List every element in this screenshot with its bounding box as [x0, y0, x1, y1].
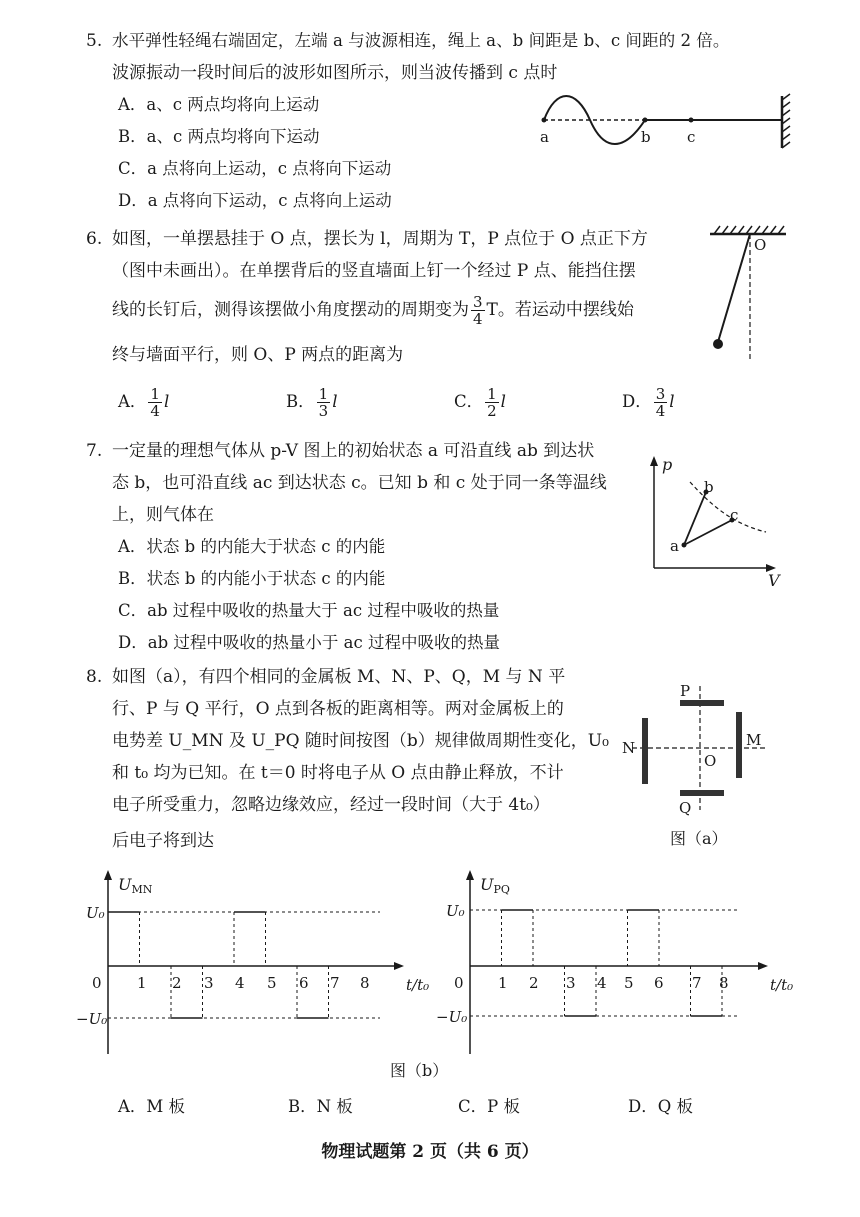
plate-q: [680, 790, 724, 796]
q8-g2-zero: 0: [454, 974, 464, 992]
q6-stem-line1: 如图，一单摆悬挂于 O 点，摆长为 l，周期为 T，P 点位于 O 点正下方: [112, 229, 648, 249]
q6-stem-line4: 终与墙面平行，则 O、P 两点的距离为: [112, 345, 404, 365]
q8-g1-zero: 0: [92, 974, 102, 992]
q8-g1-tick-8: 8: [360, 974, 370, 992]
q8-stem-line2: 行、P 与 Q 平行，O 点到各板的距离相等。两对金属板上的: [112, 699, 564, 719]
q8-g1-tick-4: 4: [235, 974, 245, 992]
q8-g2-tick-5: 5: [624, 974, 634, 992]
q5-option-c: C．a 点将向上运动，c 点将向下运动: [118, 159, 392, 178]
q8-g1-u0: U₀: [86, 904, 105, 922]
q8-label-n: N: [622, 739, 636, 757]
q8-graph-umn: [76, 864, 450, 1064]
q8-g2-ticks: [498, 974, 729, 992]
q8-g1-xlabel: t/t₀: [406, 976, 430, 994]
q6-option-b: B． $\frac{1}{3}$ l: [286, 385, 338, 420]
q8-option-b: B．N 板: [288, 1097, 353, 1116]
q6-line3-post: T。若运动中摆线始: [486, 300, 634, 320]
q5-stem-line1: 水平弹性轻绳右端固定，左端 a 与波源相连，绳上 a、b 间距是 b、c 间距的 2 倍。: [112, 31, 730, 50]
q8-g1-ylabel: UMN: [118, 875, 153, 896]
q6-option-d: D． $\frac{3}{4}$ l: [622, 385, 675, 420]
plate-m: [736, 712, 742, 778]
q5-label-c: c: [687, 128, 696, 146]
q8-stem-line6: 后电子将到达: [112, 831, 214, 851]
q7-label-a: a: [670, 537, 679, 555]
q6-stem-line2: （图中未画出）。在单摆背后的竖直墙面上钉一个经过 P 点、能挡住摆: [112, 261, 636, 281]
plate-n: [642, 718, 648, 784]
q8-stem-line1: 如图（a），有四个相同的金属板 M、N、P、Q，M 与 N 平: [112, 667, 566, 687]
q6-stem-line3: [112, 294, 634, 327]
q7-stem-line1: 一定量的理想气体从 p-V 图上的初始状态 a 可沿直线 ab 到达状: [112, 441, 595, 461]
q6-fraction-den: 4: [473, 310, 483, 328]
q8-g2-tick-2: 2: [529, 974, 539, 992]
q5-number: 5.: [86, 31, 103, 51]
q8-g2-tick-8: 8: [719, 974, 729, 992]
q6-fraction-num: 3: [473, 293, 483, 311]
q6-pendulum-figure: [700, 222, 800, 362]
q7-label-b: b: [704, 478, 714, 496]
q8-label-q: Q: [679, 799, 692, 817]
q7-label-v: V: [768, 571, 780, 590]
q8-g1-neg-u0: −U₀: [76, 1010, 108, 1028]
q8-figure-b-caption: 图（b）: [390, 1061, 449, 1080]
q7-pv-diagram: [640, 452, 780, 592]
q8-g1-tick-1: 1: [137, 974, 147, 992]
q5-option-a: A．a、c 两点均将向上运动: [118, 95, 320, 114]
q8-label-o: O: [704, 752, 717, 770]
q8-g2-tick-6: 6: [654, 974, 664, 992]
q8-g1-tick-6: 6: [299, 974, 309, 992]
q8-graph-upq: [436, 864, 810, 1064]
q5-label-b: b: [641, 128, 651, 146]
q8-g2-xlabel: t/t₀: [770, 976, 794, 994]
q8-figure-a-caption: 图（a）: [670, 829, 728, 848]
q8-stem-line3: 电势差 U_MN 及 U_PQ 随时间按图（b）规律做周期性变化，U₀: [112, 731, 609, 751]
q8-g2-tick-7: 7: [692, 974, 702, 992]
q7-label-c: c: [730, 506, 739, 524]
q7-stem-line2: 态 b，也可沿直线 ac 到达状态 c。已知 b 和 c 处于同一条等温线: [112, 473, 607, 493]
q8-label-m: M: [746, 731, 762, 749]
q6-label-o: O: [754, 236, 767, 254]
q6-number: 6.: [86, 229, 103, 249]
page-footer: 物理试题第 2 页（共 6 页）: [321, 1142, 539, 1162]
q8-g2-neg-u0: −U₀: [436, 1008, 468, 1026]
q7-option-c: C．ab 过程中吸收的热量大于 ac 过程中吸收的热量: [118, 601, 500, 620]
q7-option-a: A．状态 b 的内能大于状态 c 的内能: [118, 537, 386, 556]
q6-fraction: [471, 294, 485, 327]
q5-label-a: a: [540, 128, 549, 146]
q8-figure-a: [620, 680, 780, 820]
q6-line3-pre: 线的长钉后，测得该摆做小角度摆动的周期变为: [112, 300, 469, 320]
q8-g2-u0: U₀: [446, 902, 465, 920]
q5-stem-line2: 波源振动一段时间后的波形如图所示，则当波传播到 c 点时: [112, 63, 558, 83]
q8-g2-tick-4: 4: [597, 974, 607, 992]
q8-option-c: C．P 板: [458, 1097, 520, 1116]
q8-option-d: D．Q 板: [628, 1097, 694, 1116]
q6-option-c: C． $\frac{1}{2}$ l: [454, 385, 506, 420]
q8-stem-line5: 电子所受重力，忽略边缘效应，经过一段时间（大于 4t₀）: [112, 795, 550, 815]
q8-g2-tick-1: 1: [498, 974, 508, 992]
q7-number: 7.: [86, 441, 103, 461]
q8-option-a: A．M 板: [118, 1097, 186, 1116]
q8-g1-tick-5: 5: [267, 974, 277, 992]
q8-g1-ticks: [137, 974, 370, 992]
q8-number: 8.: [86, 667, 103, 687]
q8-g1-tick-3: 3: [204, 974, 214, 992]
q8-g1-tick-2: 2: [172, 974, 182, 992]
q8-label-p: P: [680, 682, 691, 700]
q8-g2-tick-3: 3: [566, 974, 576, 992]
q5-wave-figure: [530, 90, 800, 160]
q7-option-b: B．状态 b 的内能小于状态 c 的内能: [118, 569, 386, 588]
q5-option-b: B．a、c 两点均将向下运动: [118, 127, 320, 146]
q8-g2-ylabel: UPQ: [480, 875, 510, 896]
q6-option-a: A． $\frac{1}{4}$ l: [118, 385, 170, 420]
q7-label-p: p: [662, 455, 673, 474]
q8-stem-line4: 和 t₀ 均为已知。在 t＝0 时将电子从 O 点由静止释放，不计: [112, 763, 564, 783]
q7-option-d: D．ab 过程中吸收的热量小于 ac 过程中吸收的热量: [118, 633, 500, 652]
q7-stem-line3: 上，则气体在: [112, 505, 214, 525]
q5-option-d: D．a 点将向下运动，c 点将向上运动: [118, 191, 392, 210]
plate-p: [680, 700, 724, 706]
q8-g1-tick-7: 7: [330, 974, 340, 992]
